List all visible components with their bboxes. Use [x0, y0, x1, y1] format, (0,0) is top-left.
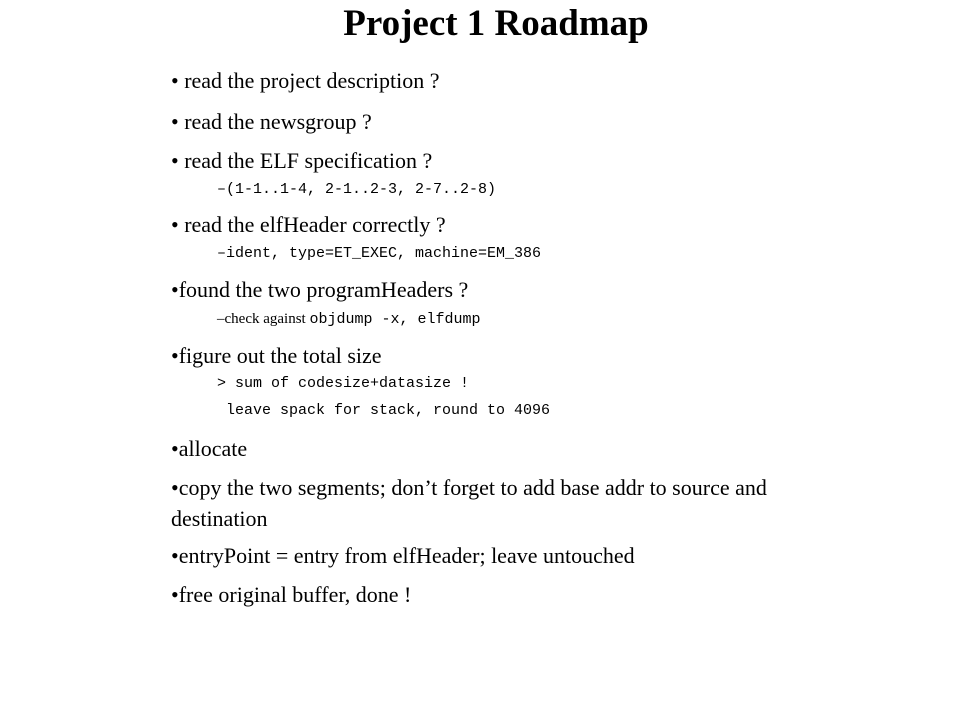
bullet-entrypoint: •entryPoint = entry from elfHeader; leave untouched [171, 543, 635, 568]
bullet-copy-segments-cont: destination [171, 506, 268, 531]
sub-sum-sizes: > sum of codesize+datasize ! [217, 375, 470, 392]
bullet-read-elf-specification: • read the ELF specification ? [171, 148, 433, 173]
sub-elfheader-fields: –ident, type=ET_EXEC, machine=EM_386 [217, 245, 542, 262]
bullet-copy-segments: •copy the two segments; don’t forget to add base addr to source and [171, 475, 767, 500]
bullet-read-elfheader: • read the elfHeader correctly ? [171, 212, 446, 237]
bullet-free-buffer: •free original buffer, done ! [171, 582, 412, 607]
sub-check-against-label: –check against [217, 311, 310, 327]
sub-check-against [217, 310, 481, 329]
bullet-allocate: •allocate [171, 436, 248, 461]
bullet-read-project-description: • read the project description ? [171, 68, 440, 93]
sub-elf-sections: –(1-1..1-4, 2-1..2-3, 2-7..2-8) [217, 181, 497, 198]
slide-title: Project 1 Roadmap [343, 3, 649, 44]
sub-check-against-tools: objdump -x, elfdump [309, 311, 481, 328]
bullet-read-newsgroup: • read the newsgroup ? [171, 109, 372, 134]
bullet-figure-total-size: •figure out the total size [171, 343, 382, 368]
bullet-found-programheaders: •found the two programHeaders ? [171, 277, 469, 302]
sub-leave-space-stack: leave spack for stack, round to 4096 [217, 402, 551, 419]
